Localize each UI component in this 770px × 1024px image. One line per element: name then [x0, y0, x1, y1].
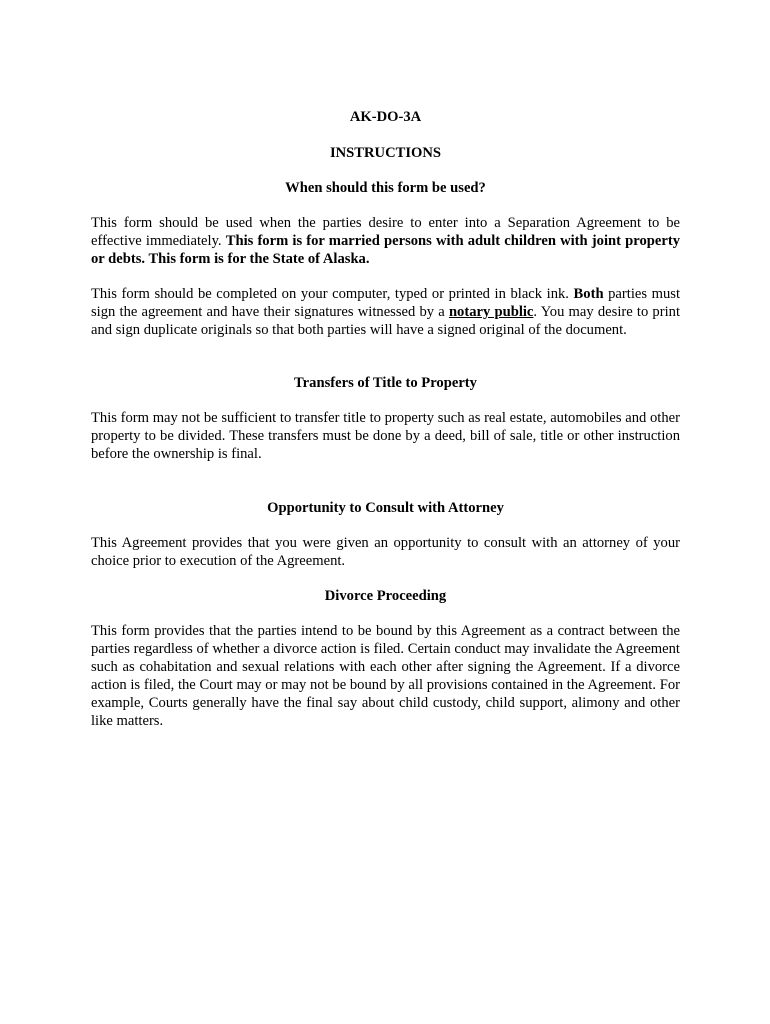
when-heading: When should this form be used? — [285, 180, 486, 196]
when-p2-text-2: parties must sign the agreement and have their signatures witnessed by a — [91, 286, 680, 320]
notary-public-term: notary public — [448, 304, 534, 320]
attorney-paragraph: This Agreement provides that you were given an opportunity to consult with an attorney of your choice prior to execution of the Agreement. — [91, 535, 680, 569]
transfers-heading: Transfers of Title to Property — [294, 375, 477, 391]
form-id: AK-DO-3A — [349, 109, 422, 125]
when-paragraph-1 — [91, 214, 680, 268]
when-p1-text: This form should be used when the parties desire to enter into a Separation Agreement to be effective immediately. — [91, 215, 680, 249]
document-body — [91, 108, 680, 730]
when-p2-bold-both: Both — [573, 286, 604, 302]
attorney-heading: Opportunity to Consult with Attorney — [267, 500, 504, 516]
when-p1-bold: This form is for married persons with adult children with joint property or debts. This form is for the State of Alaska. — [91, 233, 680, 267]
when-p2-text-1: This form should be completed on your computer, typed or printed in black ink. — [91, 286, 574, 302]
divorce-paragraph: This form provides that the parties intend to be bound by this Agreement as a contract between the parties regardless of whether a divorce action is filed. Certain conduct may invalidate the Agreement such as cohabitation and sexual relations with each other after signing the Agreement. If a divorce action is filed, the Court may or may not be bound by all provisions contained in the Agreement. For example, Courts generally have the final say about child custody, child support, alimony and other like matters. — [91, 623, 680, 729]
divorce-heading: Divorce Proceeding — [324, 588, 447, 604]
when-p2-text-3: . You may desire to print and sign duplicate originals so that both parties will have a signed original of the document. — [91, 304, 680, 338]
when-paragraph-2 — [91, 285, 680, 339]
transfers-paragraph: This form may not be sufficient to transfer title to property such as real estate, automobiles and other property to be divided. These transfers must be done by a deed, bill of sale, title or other instruction before the ownership is final. — [91, 410, 680, 462]
doc-title: INSTRUCTIONS — [329, 145, 442, 161]
